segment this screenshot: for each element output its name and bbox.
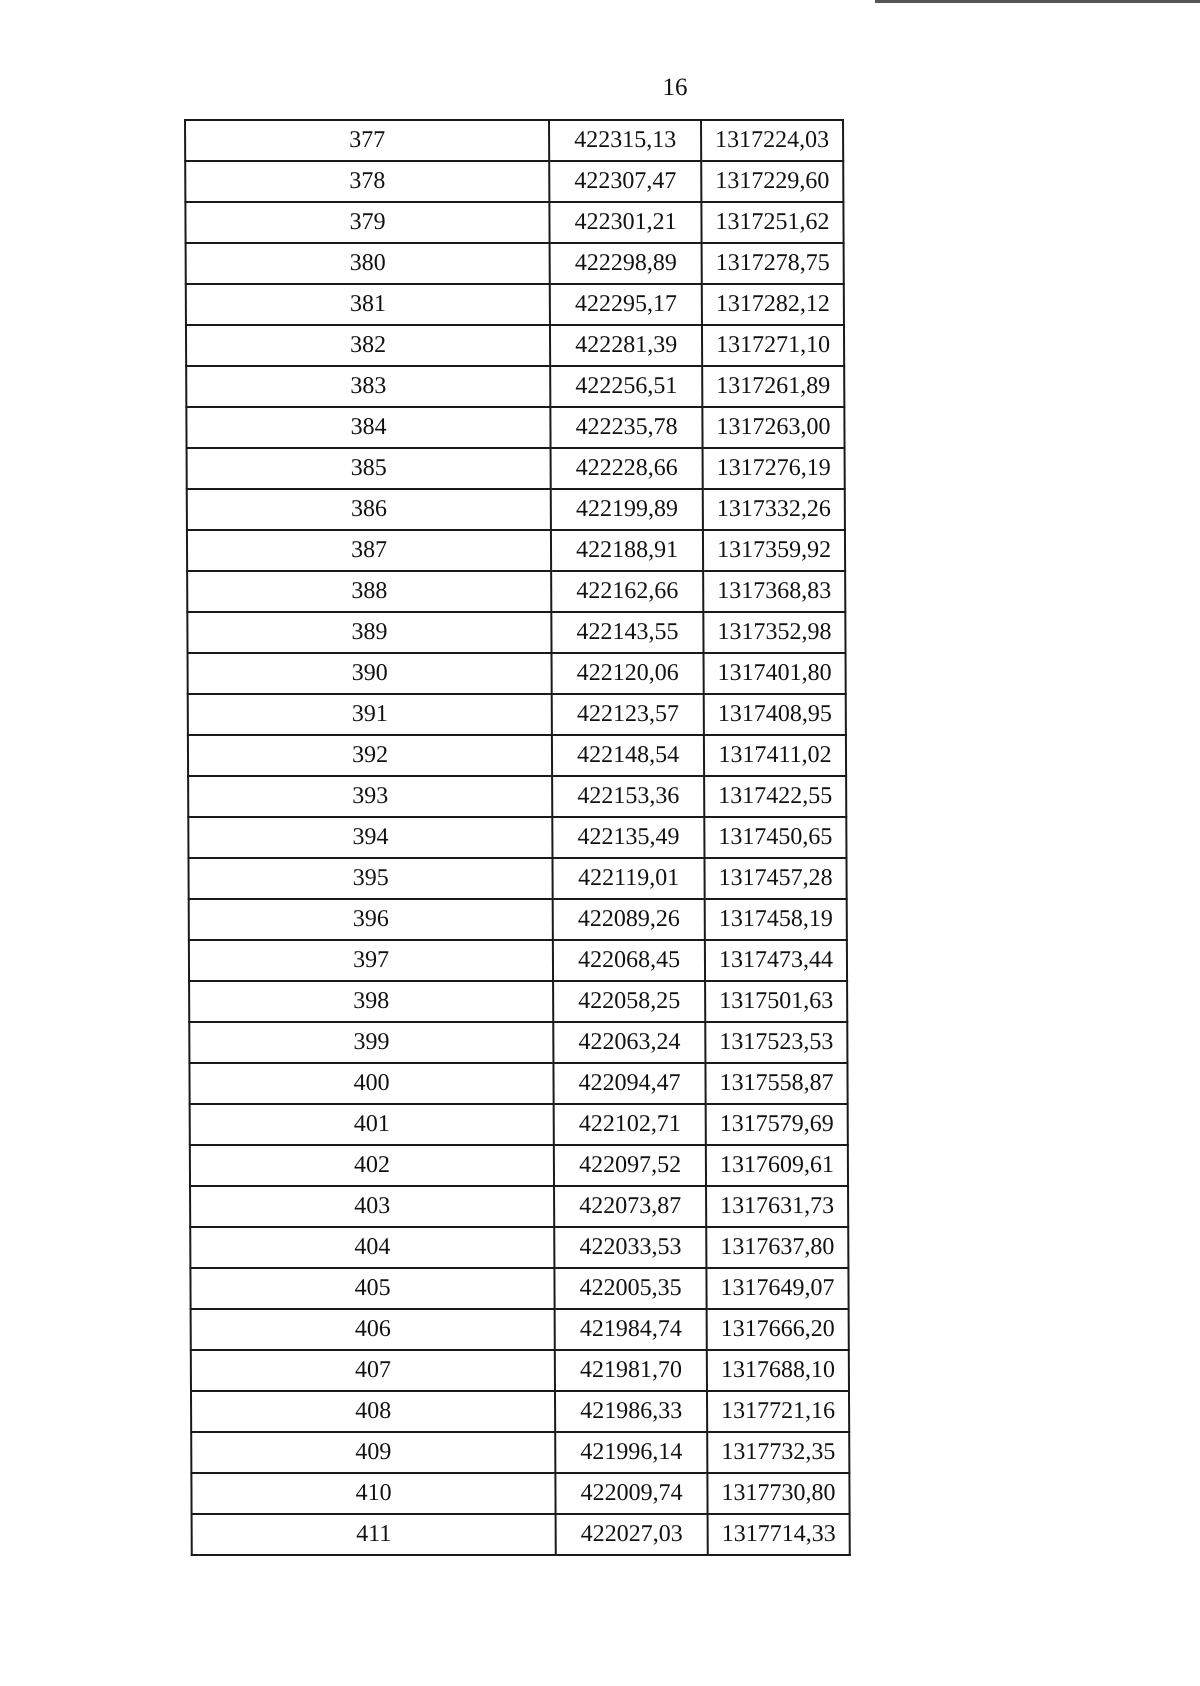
table-row [188,653,846,694]
x-coordinate-cell: 422073,87 [554,1186,706,1227]
y-coordinate-cell: 1317408,95 [704,694,846,735]
y-coordinate-cell: 1317473,44 [705,940,847,981]
point-number-cell: 383 [186,366,550,407]
x-coordinate-cell: 422120,06 [552,653,704,694]
table-row [188,735,846,776]
x-coordinate-cell: 422199,89 [551,489,703,530]
y-coordinate-cell: 1317276,19 [703,448,845,489]
y-coordinate-cell: 1317501,63 [705,981,847,1022]
point-number-cell: 411 [192,1514,556,1555]
x-coordinate-cell: 422228,66 [551,448,703,489]
y-coordinate-cell: 1317579,69 [706,1104,848,1145]
y-coordinate-cell: 1317458,19 [705,899,847,940]
table-row [187,530,845,571]
x-coordinate-cell: 422119,01 [553,858,705,899]
table-row [190,1268,848,1309]
point-number-cell: 395 [188,858,552,899]
x-coordinate-cell: 422235,78 [551,407,703,448]
x-coordinate-cell: 422281,39 [550,325,702,366]
y-coordinate-cell: 1317714,33 [708,1514,850,1555]
point-number-cell: 404 [190,1227,554,1268]
point-number-cell: 379 [185,202,549,243]
table-row [187,448,845,489]
point-number-cell: 403 [190,1186,554,1227]
top-edge-rule [875,0,1200,3]
x-coordinate-cell: 422148,54 [552,735,704,776]
x-coordinate-cell: 422135,49 [552,817,704,858]
x-coordinate-cell: 421986,33 [555,1391,707,1432]
table-row [188,694,846,735]
table-row [185,161,843,202]
x-coordinate-cell: 421981,70 [555,1350,707,1391]
point-number-cell: 392 [188,735,552,776]
table-row [186,284,844,325]
y-coordinate-cell: 1317631,73 [706,1186,848,1227]
point-number-cell: 408 [191,1391,555,1432]
y-coordinate-cell: 1317450,65 [704,817,846,858]
point-number-cell: 409 [191,1432,555,1473]
point-number-cell: 378 [185,161,549,202]
y-coordinate-cell: 1317688,10 [707,1350,849,1391]
point-number-cell: 377 [185,120,549,161]
x-coordinate-cell: 422123,57 [552,694,704,735]
table-row [190,1104,848,1145]
point-number-cell: 386 [187,489,551,530]
y-coordinate-cell: 1317732,35 [707,1432,849,1473]
point-number-cell: 385 [187,448,551,489]
table-row [189,899,847,940]
y-coordinate-cell: 1317457,28 [705,858,847,899]
table-row [191,1350,849,1391]
table-row [192,1514,850,1555]
x-coordinate-cell: 422068,45 [553,940,705,981]
x-coordinate-cell: 422063,24 [553,1022,705,1063]
y-coordinate-cell: 1317332,26 [703,489,845,530]
y-coordinate-cell: 1317271,10 [702,325,844,366]
y-coordinate-cell: 1317282,12 [702,284,844,325]
point-number-cell: 401 [190,1104,554,1145]
y-coordinate-cell: 1317558,87 [705,1063,847,1104]
y-coordinate-cell: 1317278,75 [702,243,844,284]
point-number-cell: 402 [190,1145,554,1186]
y-coordinate-cell: 1317523,53 [705,1022,847,1063]
x-coordinate-cell: 422102,71 [554,1104,706,1145]
y-coordinate-cell: 1317261,89 [702,366,844,407]
table-row [189,1022,847,1063]
y-coordinate-cell: 1317263,00 [702,407,844,448]
x-coordinate-cell: 422058,25 [553,981,705,1022]
point-number-cell: 380 [186,243,550,284]
coordinates-table-body [185,120,850,1555]
table-row [190,1227,848,1268]
x-coordinate-cell: 422153,36 [552,776,704,817]
x-coordinate-cell: 422162,66 [551,571,703,612]
table-row [191,1309,849,1350]
y-coordinate-cell: 1317368,83 [703,571,845,612]
point-number-cell: 390 [188,653,552,694]
point-number-cell: 381 [186,284,550,325]
table-row [186,366,844,407]
x-coordinate-cell: 422005,35 [555,1268,707,1309]
y-coordinate-cell: 1317229,60 [701,161,843,202]
point-number-cell: 399 [189,1022,553,1063]
point-number-cell: 389 [187,612,551,653]
table-row [189,1063,847,1104]
x-coordinate-cell: 422089,26 [553,899,705,940]
y-coordinate-cell: 1317666,20 [707,1309,849,1350]
x-coordinate-cell: 422143,55 [551,612,703,653]
table-row [189,940,847,981]
x-coordinate-cell: 422295,17 [550,284,702,325]
table-row [186,407,844,448]
x-coordinate-cell: 421984,74 [555,1309,707,1350]
y-coordinate-cell: 1317224,03 [701,120,843,161]
y-coordinate-cell: 1317422,55 [704,776,846,817]
y-coordinate-cell: 1317609,61 [706,1145,848,1186]
y-coordinate-cell: 1317411,02 [704,735,846,776]
x-coordinate-cell: 422256,51 [550,366,702,407]
y-coordinate-cell: 1317730,80 [707,1473,849,1514]
y-coordinate-cell: 1317359,92 [703,530,845,571]
x-coordinate-cell: 422315,13 [549,120,701,161]
point-number-cell: 410 [191,1473,555,1514]
x-coordinate-cell: 422307,47 [549,161,701,202]
page-number: 16 [662,74,688,101]
x-coordinate-cell: 422033,53 [554,1227,706,1268]
point-number-cell: 405 [190,1268,554,1309]
table-row [186,243,844,284]
table-row [186,325,844,366]
y-coordinate-cell: 1317401,80 [704,653,846,694]
table-row [189,981,847,1022]
table-row [187,571,845,612]
y-coordinate-cell: 1317637,80 [706,1227,848,1268]
table-row [191,1391,849,1432]
table-row [188,817,846,858]
x-coordinate-cell: 422188,91 [551,530,703,571]
point-number-cell: 407 [191,1350,555,1391]
table-row [190,1145,848,1186]
point-number-cell: 384 [186,407,550,448]
x-coordinate-cell: 421996,14 [555,1432,707,1473]
table-row [187,612,845,653]
point-number-cell: 382 [186,325,550,366]
point-number-cell: 398 [189,981,553,1022]
table-row [188,858,846,899]
point-number-cell: 397 [189,940,553,981]
x-coordinate-cell: 422301,21 [550,202,702,243]
x-coordinate-cell: 422027,03 [556,1514,708,1555]
point-number-cell: 393 [188,776,552,817]
y-coordinate-cell: 1317352,98 [703,612,845,653]
y-coordinate-cell: 1317649,07 [706,1268,848,1309]
coordinates-table [184,119,851,1556]
table-row [190,1186,848,1227]
point-number-cell: 400 [189,1063,553,1104]
x-coordinate-cell: 422094,47 [554,1063,706,1104]
table-row [188,776,846,817]
x-coordinate-cell: 422009,74 [556,1473,708,1514]
point-number-cell: 394 [188,817,552,858]
point-number-cell: 391 [188,694,552,735]
point-number-cell: 388 [187,571,551,612]
y-coordinate-cell: 1317721,16 [707,1391,849,1432]
table-row [185,120,843,161]
x-coordinate-cell: 422298,89 [550,243,702,284]
x-coordinate-cell: 422097,52 [554,1145,706,1186]
table-row [187,489,845,530]
table-row [191,1432,849,1473]
point-number-cell: 406 [191,1309,555,1350]
point-number-cell: 387 [187,530,551,571]
table-row [185,202,843,243]
point-number-cell: 396 [189,899,553,940]
table-row [191,1473,849,1514]
y-coordinate-cell: 1317251,62 [701,202,843,243]
